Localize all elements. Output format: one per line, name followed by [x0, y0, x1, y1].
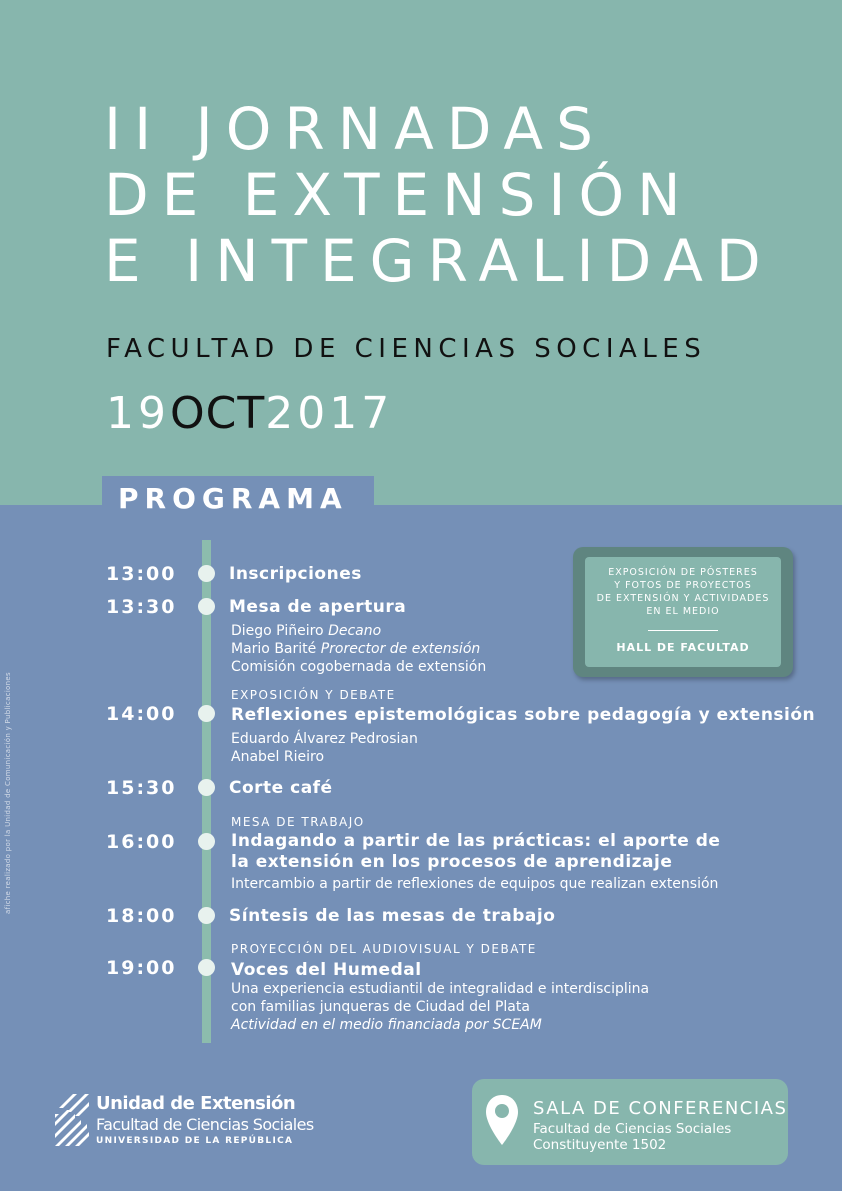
timeline-dot	[198, 907, 215, 924]
logo-university: UNIVERSIDAD DE LA REPÚBLICA	[96, 1136, 294, 1146]
time-1530: 15:30	[106, 777, 177, 799]
event-detail-line: Comisión cogobernada de extensión	[231, 659, 487, 675]
event-title-inscripciones: Inscripciones	[229, 564, 362, 584]
timeline-dot	[198, 705, 215, 722]
event-detail-line	[231, 622, 381, 640]
event-title-indagando-1: Indagando a partir de las prácticas: el aporte de	[231, 831, 721, 851]
exposition-line: EN EL MEDIO	[646, 606, 720, 617]
timeline-dot	[198, 833, 215, 850]
exposition-box	[573, 547, 793, 677]
event-title-voces: Voces del Humedal	[231, 960, 422, 980]
event-date	[106, 388, 393, 439]
time-1800: 18:00	[106, 905, 177, 927]
event-category: PROYECCIÓN DEL AUDIOVISUAL Y DEBATE	[231, 942, 537, 956]
time-1900: 19:00	[106, 957, 177, 979]
diagonal-stripes-logo-icon	[55, 1094, 89, 1146]
time-1300: 13:00	[106, 563, 177, 585]
time-1330: 13:30	[106, 596, 177, 618]
event-detail-line: Anabel Rieiro	[231, 749, 325, 765]
faculty-name: FACULTAD DE CIENCIAS SOCIALES	[106, 334, 707, 364]
date-year: 2017	[265, 388, 394, 439]
speaker-role: Prorector de extensión	[320, 641, 481, 657]
date-month: OCT	[170, 388, 266, 439]
exposition-line: EXPOSICIÓN DE PÓSTERES	[608, 567, 758, 578]
event-title-reflexiones: Reflexiones epistemológicas sobre pedagogía y extensión	[231, 705, 816, 725]
timeline-dot	[198, 779, 215, 796]
logo-title: Unidad de Extensión	[96, 1093, 296, 1114]
time-1600: 16:00	[106, 831, 177, 853]
event-detail-line: Eduardo Álvarez Pedrosian	[231, 731, 418, 747]
poster-credit: afiche realizado por la Unidad de Comunicación y Publicaciones	[4, 672, 12, 914]
time-1400: 14:00	[106, 703, 177, 725]
event-detail-line: con familias junqueras de Ciudad del Plata	[231, 999, 530, 1015]
venue-line: Constituyente 1502	[533, 1137, 667, 1153]
event-detail-line: Actividad en el medio financiada por SCEAM	[231, 1017, 542, 1033]
event-category: EXPOSICIÓN Y DEBATE	[231, 688, 396, 702]
speaker-name: Mario Barité	[231, 641, 317, 657]
map-pin-icon	[484, 1093, 520, 1147]
title-line-3: E INTEGRALIDAD	[104, 227, 774, 295]
exposition-line: Y FOTOS DE PROYECTOS	[614, 580, 752, 591]
timeline-dot	[198, 959, 215, 976]
speaker-role: Decano	[328, 623, 382, 639]
title-line-1: II JORNADAS	[104, 95, 606, 163]
logo-subtitle: Facultad de Ciencias Sociales	[96, 1115, 314, 1134]
event-detail-line: Una experiencia estudiantil de integralidad e interdisciplina	[231, 981, 650, 997]
exposition-panel	[585, 557, 781, 667]
event-category: MESA DE TRABAJO	[231, 815, 365, 829]
event-title-indagando-2: la extensión en los procesos de aprendizaje	[231, 852, 673, 872]
venue-title: SALA DE CONFERENCIAS	[533, 1098, 788, 1119]
exposition-text	[585, 566, 781, 618]
timeline-dot	[198, 565, 215, 582]
divider	[648, 630, 718, 631]
venue-box	[472, 1079, 788, 1165]
exposition-location: HALL DE FACULTAD	[616, 641, 750, 654]
speaker-name: Diego Piñeiro	[231, 623, 324, 639]
programa-tab	[102, 476, 374, 524]
event-title-sintesis: Síntesis de las mesas de trabajo	[229, 906, 556, 926]
timeline-dot	[198, 598, 215, 615]
date-day: 19	[106, 388, 170, 439]
event-title-cafe: Corte café	[229, 778, 333, 798]
exposition-line: DE EXTENSIÓN Y ACTIVIDADES	[596, 593, 770, 604]
event-title-apertura: Mesa de apertura	[229, 597, 407, 617]
title-line-2: DE EXTENSIÓN	[104, 161, 694, 229]
venue-line: Facultad de Ciencias Sociales	[533, 1121, 732, 1137]
programa-label: PROGRAMA	[118, 482, 348, 515]
event-detail-line	[231, 640, 480, 658]
event-detail-line: Intercambio a partir de reflexiones de equipos que realizan extensión	[231, 876, 719, 892]
